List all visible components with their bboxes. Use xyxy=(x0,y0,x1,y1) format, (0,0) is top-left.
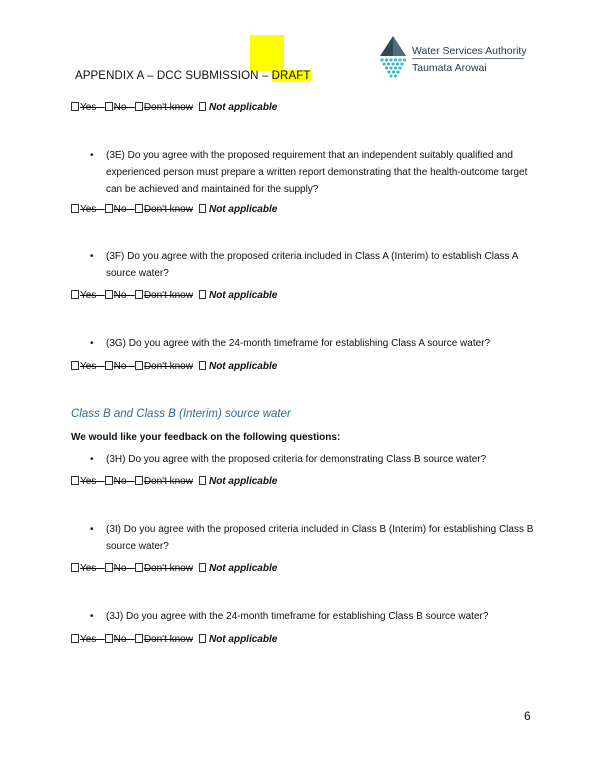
no-label: No xyxy=(113,563,127,574)
water-drop-logo-icon xyxy=(378,34,408,80)
yes-label: Yes xyxy=(80,563,97,574)
no-checkbox[interactable] xyxy=(105,290,113,299)
yes-label: Yes xyxy=(80,476,97,487)
logo-name: Water Services Authority xyxy=(412,45,527,57)
dont-know-label: Don't know xyxy=(143,563,193,574)
answer-options xyxy=(71,563,277,574)
no-checkbox[interactable] xyxy=(105,634,113,643)
not-applicable-checkbox[interactable] xyxy=(199,102,206,111)
bullet-icon: • xyxy=(90,524,94,535)
yes-checkbox[interactable] xyxy=(71,476,79,485)
logo-divider xyxy=(412,58,524,59)
no-checkbox[interactable] xyxy=(105,102,113,111)
dont-know-checkbox[interactable] xyxy=(135,102,143,111)
yes-label: Yes xyxy=(80,361,97,372)
yes-checkbox[interactable] xyxy=(71,634,79,643)
not-applicable-checkbox[interactable] xyxy=(199,476,206,485)
yes-label: Yes xyxy=(80,290,97,301)
no-label: No xyxy=(113,634,127,645)
header-title-prefix: APPENDIX A – DCC SUBMISSION – xyxy=(75,70,272,82)
header-title xyxy=(75,70,311,82)
question-text: (3G) Do you agree with the 24-month timeframe for establishing Class A source water? xyxy=(106,338,491,349)
no-checkbox[interactable] xyxy=(105,476,113,485)
answer-options xyxy=(71,476,277,487)
no-checkbox[interactable] xyxy=(105,563,113,572)
question-text: (3J) Do you agree with the 24-month timeframe for establishing Class B source water? xyxy=(106,611,489,622)
no-label: No xyxy=(113,361,127,372)
yes-label: Yes xyxy=(80,204,97,215)
not-applicable-label: Not applicable xyxy=(208,204,278,215)
dont-know-label: Don't know xyxy=(143,361,193,372)
page-number: 6 xyxy=(524,709,531,723)
not-applicable-label: Not applicable xyxy=(208,290,278,301)
not-applicable-label: Not applicable xyxy=(208,563,278,574)
bullet-icon: • xyxy=(90,338,94,349)
not-applicable-label: Not applicable xyxy=(208,634,278,645)
struck-options xyxy=(71,204,193,215)
answer-options xyxy=(71,290,277,301)
dont-know-checkbox[interactable] xyxy=(135,361,143,370)
yes-label: Yes xyxy=(80,634,97,645)
no-label: No xyxy=(113,204,127,215)
no-checkbox[interactable] xyxy=(105,204,113,213)
yes-checkbox[interactable] xyxy=(71,290,79,299)
dont-know-label: Don't know xyxy=(143,476,193,487)
question-text: (3I) Do you agree with the proposed criteria included in Class B (Interim) for establishing Class B source water? xyxy=(106,524,534,552)
dont-know-label: Don't know xyxy=(143,204,193,215)
highlight-mark xyxy=(250,35,284,71)
dont-know-label: Don't know xyxy=(143,102,193,113)
question-text: (3F) Do you agree with the proposed criteria included in Class A (Interim) to establish Class A source water? xyxy=(106,251,518,279)
answer-options xyxy=(71,634,277,645)
dont-know-checkbox[interactable] xyxy=(135,476,143,485)
dont-know-checkbox[interactable] xyxy=(135,204,143,213)
bullet-icon: • xyxy=(90,150,94,161)
answer-options xyxy=(71,361,277,372)
not-applicable-label: Not applicable xyxy=(208,102,278,113)
no-label: No xyxy=(113,102,127,113)
struck-options xyxy=(71,476,193,487)
not-applicable-label: Not applicable xyxy=(208,361,278,372)
dont-know-checkbox[interactable] xyxy=(135,290,143,299)
struck-options xyxy=(71,563,193,574)
no-label: No xyxy=(113,476,127,487)
bullet-icon: • xyxy=(90,454,94,465)
dont-know-checkbox[interactable] xyxy=(135,563,143,572)
not-applicable-checkbox[interactable] xyxy=(199,361,206,370)
bullet-icon: • xyxy=(90,251,94,262)
question-text: (3H) Do you agree with the proposed criteria for demonstrating Class B source water? xyxy=(106,454,487,465)
draft-label: DRAFT xyxy=(271,70,311,82)
no-checkbox[interactable] xyxy=(105,361,113,370)
struck-options xyxy=(71,290,193,301)
logo-subtitle: Taumata Arowai xyxy=(412,62,487,74)
section-heading: Class B and Class B (Interim) source water xyxy=(71,408,291,420)
dont-know-label: Don't know xyxy=(143,290,193,301)
yes-checkbox[interactable] xyxy=(71,563,79,572)
not-applicable-label: Not applicable xyxy=(208,476,278,487)
answer-options xyxy=(71,204,277,215)
yes-label: Yes xyxy=(80,102,97,113)
yes-checkbox[interactable] xyxy=(71,361,79,370)
bullet-icon: • xyxy=(90,611,94,622)
answer-options xyxy=(71,102,277,113)
question-text: (3E) Do you agree with the proposed requirement that an independent suitably qualified and experienced person must prepare a written report demonstrating that the health-outcome target can be achieved and maintained for the supply? xyxy=(106,150,528,195)
not-applicable-checkbox[interactable] xyxy=(199,563,206,572)
not-applicable-checkbox[interactable] xyxy=(199,634,206,643)
yes-checkbox[interactable] xyxy=(71,204,79,213)
not-applicable-checkbox[interactable] xyxy=(199,204,206,213)
dont-know-checkbox[interactable] xyxy=(135,634,143,643)
struck-options xyxy=(71,634,193,645)
no-label: No xyxy=(113,290,127,301)
section-intro: We would like your feedback on the following questions: xyxy=(71,432,341,443)
struck-options xyxy=(71,361,193,372)
struck-options xyxy=(71,102,193,113)
dont-know-label: Don't know xyxy=(143,634,193,645)
yes-checkbox[interactable] xyxy=(71,102,79,111)
not-applicable-checkbox[interactable] xyxy=(199,290,206,299)
